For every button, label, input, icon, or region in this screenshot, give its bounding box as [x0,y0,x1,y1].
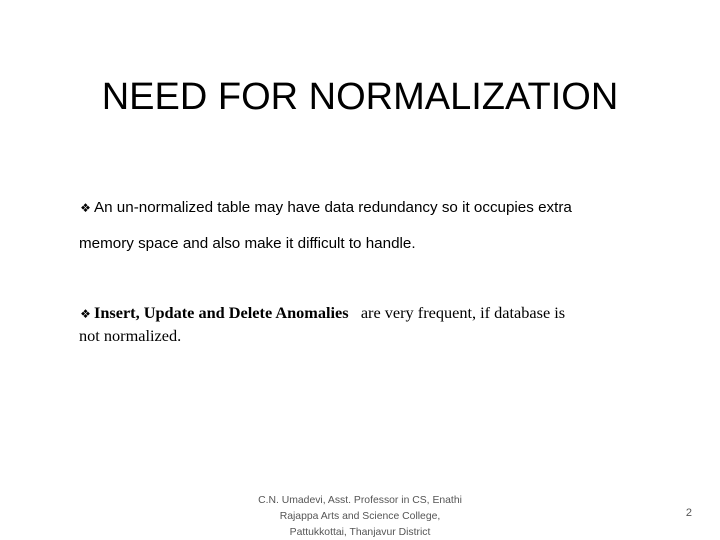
page-number: 2 [685,507,692,519]
bullet-line: memory space and also make it difficult to handle. [79,235,416,252]
bullet-line: not normalized. [79,326,182,345]
footer-line: C.N. Umadevi, Asst. Professor in CS, Enathi [258,495,462,506]
bullet-item-anomalies [79,302,659,347]
bullet-line [79,190,659,226]
bullet-item-redundancy [79,190,659,262]
footer-line: Pattukkottai, Thanjavur District [289,527,431,538]
diamond-bullet-icon: ❖ [80,201,91,215]
slide-title: NEED FOR NORMALIZATION [101,76,619,118]
bullet-line [79,302,659,325]
slide-footer [240,493,480,540]
diamond-bullet-icon: ❖ [80,307,91,321]
footer-line: Rajappa Arts and Science College, [279,511,441,522]
bullet-bold-text: Insert, Update and Delete Anomalies [94,303,349,322]
bullet-text: An un-normalized table may have data redundancy so it occupies extra [94,199,572,216]
bullet-text: are very frequent, if database is [360,303,566,322]
